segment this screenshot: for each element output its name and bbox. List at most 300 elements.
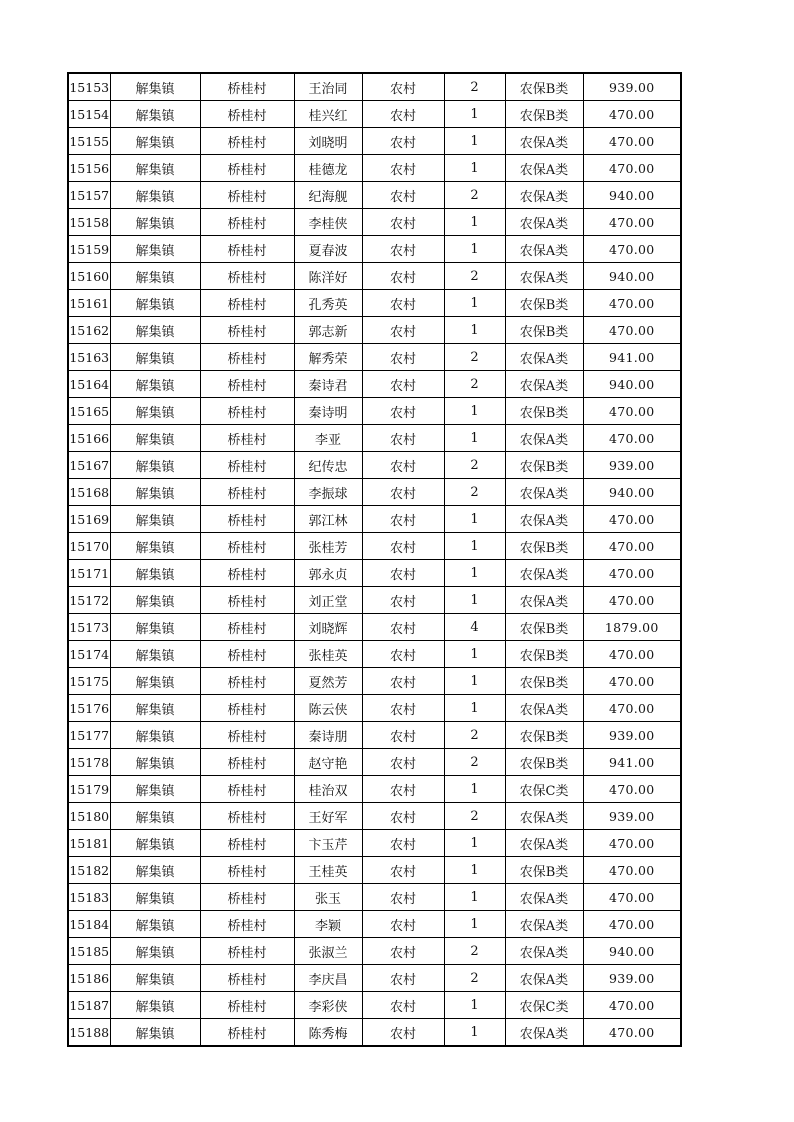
table-row [68,290,681,317]
cell-record-id: 15166 [68,425,110,452]
cell-person-count: 2 [444,371,505,398]
cell-record-id: 15173 [68,614,110,641]
cell-village: 桥桂村 [200,668,294,695]
cell-village: 桥桂村 [200,695,294,722]
cell-person-count: 2 [444,803,505,830]
cell-amount: 940.00 [583,371,681,398]
cell-town: 解集镇 [110,560,200,587]
table-row [68,263,681,290]
cell-person-count: 1 [444,425,505,452]
cell-household-type: 农村 [362,695,444,722]
cell-amount: 939.00 [583,722,681,749]
cell-person-count: 1 [444,506,505,533]
cell-insurance-category: 农保B类 [505,614,583,641]
cell-person-count: 2 [444,965,505,992]
cell-village: 桥桂村 [200,425,294,452]
cell-name: 孔秀英 [294,290,362,317]
cell-record-id: 15178 [68,749,110,776]
table-row [68,1019,681,1047]
cell-town: 解集镇 [110,290,200,317]
cell-insurance-category: 农保A类 [505,344,583,371]
cell-village: 桥桂村 [200,614,294,641]
cell-person-count: 1 [444,641,505,668]
cell-name: 解秀荣 [294,344,362,371]
table-row [68,73,681,101]
cell-amount: 941.00 [583,344,681,371]
cell-village: 桥桂村 [200,236,294,263]
cell-insurance-category: 农保B类 [505,749,583,776]
cell-amount: 940.00 [583,182,681,209]
cell-name: 桂德龙 [294,155,362,182]
cell-amount: 939.00 [583,965,681,992]
cell-record-id: 15157 [68,182,110,209]
cell-household-type: 农村 [362,1019,444,1047]
table-row [68,506,681,533]
cell-name: 郭江林 [294,506,362,533]
cell-village: 桥桂村 [200,965,294,992]
cell-insurance-category: 农保B类 [505,668,583,695]
cell-insurance-category: 农保A类 [505,128,583,155]
table-row [68,911,681,938]
cell-town: 解集镇 [110,857,200,884]
cell-village: 桥桂村 [200,884,294,911]
cell-village: 桥桂村 [200,830,294,857]
cell-name: 郭志新 [294,317,362,344]
cell-household-type: 农村 [362,803,444,830]
cell-record-id: 15171 [68,560,110,587]
cell-household-type: 农村 [362,506,444,533]
table-row [68,128,681,155]
cell-record-id: 15181 [68,830,110,857]
cell-town: 解集镇 [110,938,200,965]
cell-insurance-category: 农保B类 [505,290,583,317]
cell-insurance-category: 农保A类 [505,182,583,209]
table-row [68,857,681,884]
cell-person-count: 2 [444,749,505,776]
cell-household-type: 农村 [362,317,444,344]
cell-amount: 1879.00 [583,614,681,641]
cell-name: 李颖 [294,911,362,938]
cell-name: 刘晓明 [294,128,362,155]
table-row [68,884,681,911]
cell-insurance-category: 农保A类 [505,830,583,857]
table-row [68,776,681,803]
cell-amount: 940.00 [583,938,681,965]
cell-person-count: 1 [444,209,505,236]
cell-record-id: 15168 [68,479,110,506]
cell-town: 解集镇 [110,803,200,830]
cell-record-id: 15183 [68,884,110,911]
cell-village: 桥桂村 [200,506,294,533]
cell-town: 解集镇 [110,776,200,803]
table-row [68,587,681,614]
cell-town: 解集镇 [110,992,200,1019]
cell-town: 解集镇 [110,479,200,506]
table-row [68,425,681,452]
cell-village: 桥桂村 [200,73,294,101]
table-row [68,182,681,209]
cell-village: 桥桂村 [200,911,294,938]
cell-amount: 939.00 [583,803,681,830]
cell-record-id: 15153 [68,73,110,101]
cell-person-count: 1 [444,668,505,695]
cell-person-count: 1 [444,695,505,722]
cell-insurance-category: 农保A类 [505,965,583,992]
cell-town: 解集镇 [110,506,200,533]
cell-household-type: 农村 [362,263,444,290]
cell-village: 桥桂村 [200,560,294,587]
cell-household-type: 农村 [362,73,444,101]
cell-village: 桥桂村 [200,452,294,479]
table-row [68,236,681,263]
table-row [68,533,681,560]
cell-name: 李彩侠 [294,992,362,1019]
cell-record-id: 15176 [68,695,110,722]
cell-name: 夏春波 [294,236,362,263]
cell-name: 张淑兰 [294,938,362,965]
cell-household-type: 农村 [362,992,444,1019]
cell-household-type: 农村 [362,236,444,263]
cell-record-id: 15170 [68,533,110,560]
cell-person-count: 2 [444,938,505,965]
cell-insurance-category: 农保B类 [505,641,583,668]
cell-person-count: 1 [444,533,505,560]
cell-town: 解集镇 [110,452,200,479]
cell-insurance-category: 农保A类 [505,263,583,290]
cell-household-type: 农村 [362,128,444,155]
cell-record-id: 15156 [68,155,110,182]
cell-village: 桥桂村 [200,263,294,290]
cell-household-type: 农村 [362,398,444,425]
table-row [68,398,681,425]
cell-insurance-category: 农保B类 [505,101,583,128]
cell-name: 刘晓辉 [294,614,362,641]
cell-village: 桥桂村 [200,182,294,209]
cell-town: 解集镇 [110,884,200,911]
cell-person-count: 4 [444,614,505,641]
cell-name: 刘正堂 [294,587,362,614]
cell-person-count: 2 [444,73,505,101]
cell-record-id: 15184 [68,911,110,938]
table-row [68,668,681,695]
cell-person-count: 1 [444,101,505,128]
cell-household-type: 农村 [362,155,444,182]
cell-town: 解集镇 [110,1019,200,1047]
cell-insurance-category: 农保B类 [505,857,583,884]
cell-record-id: 15180 [68,803,110,830]
cell-amount: 470.00 [583,695,681,722]
cell-amount: 470.00 [583,668,681,695]
cell-amount: 470.00 [583,911,681,938]
cell-amount: 470.00 [583,884,681,911]
cell-amount: 941.00 [583,749,681,776]
cell-person-count: 1 [444,857,505,884]
cell-insurance-category: 农保A类 [505,506,583,533]
cell-town: 解集镇 [110,73,200,101]
cell-village: 桥桂村 [200,533,294,560]
cell-household-type: 农村 [362,614,444,641]
cell-record-id: 15186 [68,965,110,992]
cell-name: 夏然芳 [294,668,362,695]
cell-household-type: 农村 [362,533,444,560]
cell-person-count: 1 [444,128,505,155]
cell-town: 解集镇 [110,209,200,236]
cell-village: 桥桂村 [200,992,294,1019]
cell-household-type: 农村 [362,911,444,938]
cell-village: 桥桂村 [200,101,294,128]
cell-record-id: 15165 [68,398,110,425]
cell-insurance-category: 农保A类 [505,938,583,965]
cell-amount: 470.00 [583,317,681,344]
table-row [68,479,681,506]
cell-amount: 940.00 [583,479,681,506]
cell-household-type: 农村 [362,884,444,911]
cell-insurance-category: 农保A类 [505,371,583,398]
cell-town: 解集镇 [110,371,200,398]
cell-amount: 470.00 [583,992,681,1019]
ledger-body [68,73,681,1046]
table-row [68,371,681,398]
cell-name: 李振球 [294,479,362,506]
cell-amount: 470.00 [583,830,681,857]
cell-name: 张桂英 [294,641,362,668]
cell-name: 王治同 [294,73,362,101]
cell-amount: 470.00 [583,776,681,803]
cell-insurance-category: 农保A类 [505,884,583,911]
cell-insurance-category: 农保A类 [505,911,583,938]
cell-name: 秦诗朋 [294,722,362,749]
cell-amount: 470.00 [583,236,681,263]
cell-village: 桥桂村 [200,371,294,398]
cell-town: 解集镇 [110,317,200,344]
cell-person-count: 2 [444,479,505,506]
cell-record-id: 15172 [68,587,110,614]
cell-amount: 939.00 [583,452,681,479]
cell-name: 纪海舰 [294,182,362,209]
cell-village: 桥桂村 [200,209,294,236]
cell-insurance-category: 农保A类 [505,587,583,614]
cell-town: 解集镇 [110,722,200,749]
cell-amount: 470.00 [583,560,681,587]
cell-record-id: 15160 [68,263,110,290]
cell-record-id: 15155 [68,128,110,155]
cell-village: 桥桂村 [200,317,294,344]
cell-name: 纪传忠 [294,452,362,479]
cell-record-id: 15177 [68,722,110,749]
cell-town: 解集镇 [110,263,200,290]
cell-amount: 470.00 [583,290,681,317]
cell-household-type: 农村 [362,371,444,398]
cell-insurance-category: 农保A类 [505,560,583,587]
table-row [68,560,681,587]
cell-town: 解集镇 [110,398,200,425]
cell-insurance-category: 农保A类 [505,1019,583,1047]
cell-record-id: 15163 [68,344,110,371]
cell-insurance-category: 农保A类 [505,209,583,236]
cell-person-count: 1 [444,884,505,911]
cell-town: 解集镇 [110,641,200,668]
table-row [68,803,681,830]
cell-town: 解集镇 [110,155,200,182]
cell-village: 桥桂村 [200,1019,294,1047]
cell-village: 桥桂村 [200,641,294,668]
cell-household-type: 农村 [362,587,444,614]
table-row [68,992,681,1019]
cell-village: 桥桂村 [200,128,294,155]
cell-town: 解集镇 [110,236,200,263]
table-row [68,749,681,776]
cell-record-id: 15161 [68,290,110,317]
cell-name: 秦诗明 [294,398,362,425]
cell-town: 解集镇 [110,533,200,560]
cell-record-id: 15162 [68,317,110,344]
cell-insurance-category: 农保A类 [505,479,583,506]
cell-person-count: 1 [444,236,505,263]
cell-household-type: 农村 [362,749,444,776]
cell-name: 李庆昌 [294,965,362,992]
table-row [68,965,681,992]
cell-person-count: 2 [444,182,505,209]
cell-person-count: 2 [444,263,505,290]
cell-name: 陈云侠 [294,695,362,722]
cell-household-type: 农村 [362,425,444,452]
cell-record-id: 15179 [68,776,110,803]
cell-village: 桥桂村 [200,290,294,317]
cell-household-type: 农村 [362,479,444,506]
table-row [68,101,681,128]
cell-village: 桥桂村 [200,749,294,776]
cell-town: 解集镇 [110,344,200,371]
table-row [68,344,681,371]
table-row [68,830,681,857]
ledger-sheet [67,72,680,1047]
table-row [68,641,681,668]
cell-person-count: 1 [444,317,505,344]
cell-person-count: 1 [444,290,505,317]
cell-person-count: 1 [444,992,505,1019]
cell-name: 卞玉芹 [294,830,362,857]
cell-amount: 470.00 [583,533,681,560]
cell-insurance-category: 农保C类 [505,992,583,1019]
table-row [68,209,681,236]
cell-insurance-category: 农保B类 [505,722,583,749]
cell-insurance-category: 农保B类 [505,398,583,425]
cell-village: 桥桂村 [200,479,294,506]
table-row [68,452,681,479]
cell-record-id: 15167 [68,452,110,479]
table-row [68,938,681,965]
cell-town: 解集镇 [110,128,200,155]
cell-household-type: 农村 [362,182,444,209]
cell-name: 张桂芳 [294,533,362,560]
cell-record-id: 15188 [68,1019,110,1047]
cell-record-id: 15175 [68,668,110,695]
cell-record-id: 15154 [68,101,110,128]
cell-insurance-category: 农保A类 [505,425,583,452]
cell-name: 桂治双 [294,776,362,803]
cell-name: 李桂侠 [294,209,362,236]
cell-village: 桥桂村 [200,398,294,425]
cell-name: 郭永贞 [294,560,362,587]
cell-record-id: 15182 [68,857,110,884]
cell-household-type: 农村 [362,560,444,587]
cell-record-id: 15159 [68,236,110,263]
cell-town: 解集镇 [110,614,200,641]
cell-record-id: 15174 [68,641,110,668]
cell-village: 桥桂村 [200,155,294,182]
cell-household-type: 农村 [362,722,444,749]
table-row [68,155,681,182]
cell-record-id: 15164 [68,371,110,398]
cell-name: 张玉 [294,884,362,911]
cell-village: 桥桂村 [200,776,294,803]
cell-person-count: 1 [444,398,505,425]
table-row [68,614,681,641]
table-row [68,722,681,749]
ledger-table [67,72,682,1047]
cell-record-id: 15158 [68,209,110,236]
table-row [68,317,681,344]
cell-insurance-category: 农保A类 [505,236,583,263]
cell-amount: 470.00 [583,506,681,533]
cell-amount: 470.00 [583,155,681,182]
cell-household-type: 农村 [362,938,444,965]
cell-amount: 470.00 [583,425,681,452]
cell-amount: 940.00 [583,263,681,290]
cell-household-type: 农村 [362,290,444,317]
cell-person-count: 2 [444,344,505,371]
cell-village: 桥桂村 [200,803,294,830]
cell-name: 陈洋好 [294,263,362,290]
cell-insurance-category: 农保A类 [505,803,583,830]
cell-town: 解集镇 [110,425,200,452]
cell-village: 桥桂村 [200,722,294,749]
cell-town: 解集镇 [110,668,200,695]
cell-household-type: 农村 [362,344,444,371]
cell-household-type: 农村 [362,452,444,479]
cell-insurance-category: 农保C类 [505,776,583,803]
cell-household-type: 农村 [362,209,444,236]
cell-household-type: 农村 [362,830,444,857]
cell-person-count: 2 [444,452,505,479]
cell-amount: 939.00 [583,73,681,101]
cell-name: 秦诗君 [294,371,362,398]
cell-amount: 470.00 [583,398,681,425]
cell-town: 解集镇 [110,695,200,722]
cell-amount: 470.00 [583,1019,681,1047]
cell-town: 解集镇 [110,101,200,128]
cell-name: 陈秀梅 [294,1019,362,1047]
cell-person-count: 1 [444,1019,505,1047]
cell-town: 解集镇 [110,965,200,992]
cell-insurance-category: 农保B类 [505,317,583,344]
cell-amount: 470.00 [583,587,681,614]
cell-insurance-category: 农保B类 [505,73,583,101]
cell-household-type: 农村 [362,965,444,992]
cell-amount: 470.00 [583,128,681,155]
cell-insurance-category: 农保A类 [505,155,583,182]
cell-town: 解集镇 [110,749,200,776]
cell-amount: 470.00 [583,641,681,668]
cell-town: 解集镇 [110,587,200,614]
cell-person-count: 1 [444,830,505,857]
table-row [68,695,681,722]
cell-village: 桥桂村 [200,587,294,614]
cell-insurance-category: 农保B类 [505,533,583,560]
cell-record-id: 15185 [68,938,110,965]
cell-name: 桂兴红 [294,101,362,128]
cell-village: 桥桂村 [200,857,294,884]
